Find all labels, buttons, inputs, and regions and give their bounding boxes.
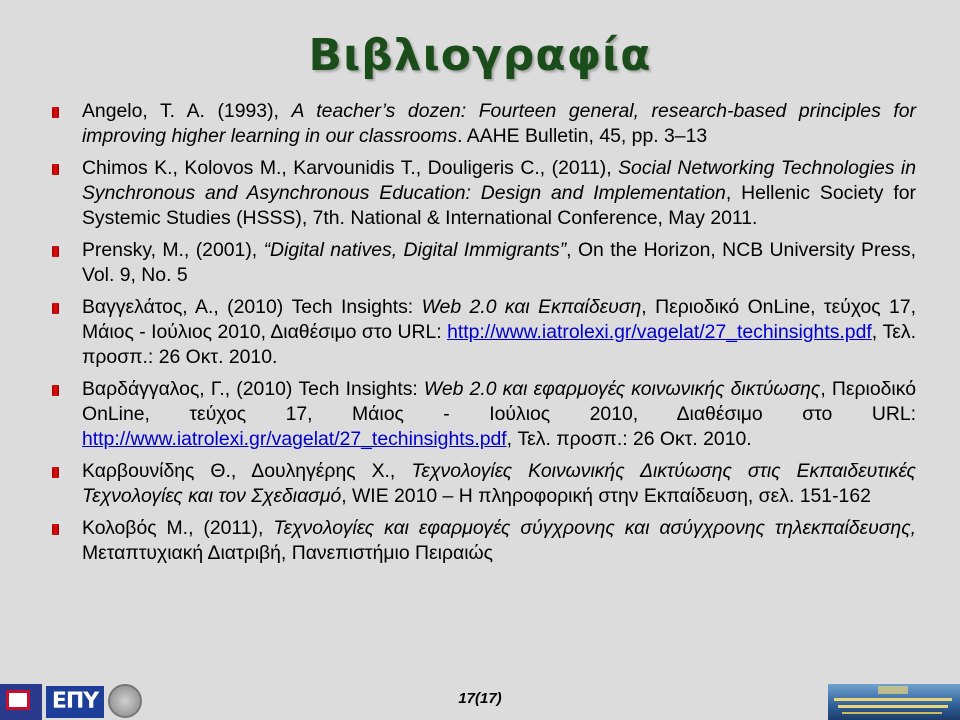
reference-title: Τεχνολογίες Κοινωνικής Δικτύωσης στις Εκπαιδευτικές Τεχνολογίες και τον Σχεδιασμό bbox=[82, 460, 916, 507]
reference-text: Chimos K., Kolovos M., Karvounidis T., Douligeris C., (2011), bbox=[82, 157, 619, 179]
bullet-icon bbox=[52, 467, 59, 478]
reference-link[interactable]: http://www.iatrolexi.gr/vagelat/27_techinsights.pdf bbox=[447, 321, 872, 343]
reference-text: . AAHE Bulletin, 45, pp. 3–13 bbox=[457, 125, 708, 147]
reference-title: Web 2.0 και Εκπαίδευση bbox=[421, 296, 642, 318]
reference-title: “Digital natives, Digital Immigrants” bbox=[263, 239, 567, 261]
reference-text: , On the Horizon, NCB University Press, Vol. 9, No. 5 bbox=[82, 239, 916, 286]
conference-banner bbox=[828, 684, 960, 720]
reference-text: , Περιοδικό OnLine, τεύχος 17, Μάιος - Ιούλιος 2010, Διαθέσιμο στο URL: bbox=[82, 378, 916, 425]
reference-list bbox=[52, 99, 916, 573]
slide-title: Βιβλιογραφία bbox=[308, 30, 652, 81]
bullet-icon bbox=[52, 524, 59, 535]
reference-item bbox=[52, 516, 916, 566]
reference-text: Μεταπτυχιακή Διατριβή, Πανεπιστήμιο Πειραιώς bbox=[82, 542, 493, 564]
reference-item bbox=[52, 238, 916, 288]
page-number: 17(17) bbox=[458, 690, 502, 707]
reference-title: Τεχνολογίες και εφαρμογές σύγχρονης και ασύγχρονης τηλεκπαίδευσης, bbox=[273, 517, 917, 539]
bullet-icon bbox=[52, 385, 59, 396]
bullet-icon bbox=[52, 107, 59, 118]
reference-text: Prensky, M., (2001), bbox=[82, 239, 264, 261]
reference-title: Web 2.0 και εφαρμογές κοινωνικής δικτύωσης bbox=[423, 378, 821, 400]
reference-link[interactable]: http://www.iatrolexi.gr/vagelat/27_techinsights.pdf bbox=[82, 428, 507, 450]
eptu-logo: ΕΠΥ bbox=[46, 686, 104, 718]
reference-item bbox=[52, 295, 916, 370]
reference-text: Βαρδάγγαλος, Γ., (2010) Tech Insights: bbox=[82, 378, 424, 400]
reference-text: , Τελ. προσπ.: 26 Οκτ. 2010. bbox=[506, 428, 752, 450]
reference-text: , Περιοδικό OnLine, τεύχος 17, Μάιος - Ιούλιος 2010, Διαθέσιμο στο URL: bbox=[82, 296, 916, 343]
bullet-icon bbox=[52, 303, 59, 314]
reference-item bbox=[52, 377, 916, 452]
reference-text: Κολοβός Μ., (2011), bbox=[82, 517, 274, 539]
reference-text: Καρβουνίδης Θ., Δουληγέρης Χ., bbox=[82, 460, 412, 482]
reference-text: , Hellenic Society for Systemic Studies (HSSS), 7th. National & International Conference, May 2011. bbox=[82, 182, 916, 229]
reference-item bbox=[52, 156, 916, 231]
reference-text: Angelo, T. A. (1993), bbox=[82, 100, 292, 122]
reference-text: , Τελ. προσπ.: 26 Οκτ. 2010. bbox=[82, 321, 917, 368]
reference-title: A teacher’s dozen: Fourteen general, research-based principles for improving higher learning in our classrooms bbox=[82, 100, 916, 147]
reference-item bbox=[52, 99, 916, 149]
reference-text: Βαγγελάτος, Α., (2010) Tech Insights: bbox=[82, 296, 422, 318]
bullet-icon bbox=[52, 246, 59, 257]
reference-text: , WIE 2010 – Η πληροφορική στην Εκπαίδευση, σελ. 151-162 bbox=[341, 485, 871, 507]
bullet-icon bbox=[52, 164, 59, 175]
reference-item bbox=[52, 459, 916, 509]
reference-title: Social Networking Technologies in Synchronous and Asynchronous Education: Design and Implementation bbox=[82, 157, 917, 204]
